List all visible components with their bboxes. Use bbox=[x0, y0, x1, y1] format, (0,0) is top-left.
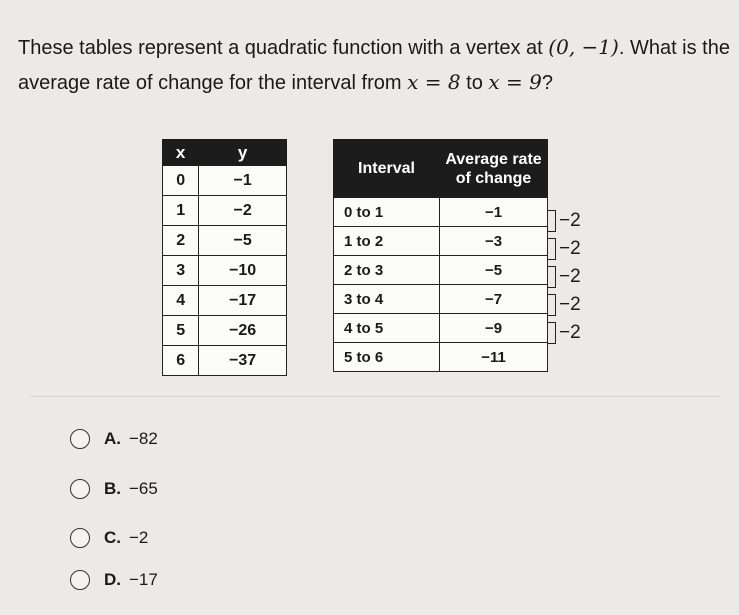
second-difference bbox=[548, 320, 581, 346]
interval-cell: 4 to 5 bbox=[334, 314, 440, 343]
x-cell: 5 bbox=[163, 316, 199, 346]
x-cell: 3 bbox=[163, 256, 199, 286]
x-cell: 4 bbox=[163, 286, 199, 316]
question-part2: . What is the average rate of change for the interval from bbox=[18, 37, 730, 94]
second-difference bbox=[548, 292, 581, 318]
rate-cell: −5 bbox=[440, 256, 548, 285]
y-cell: −1 bbox=[199, 166, 287, 196]
question-part3: to bbox=[460, 72, 489, 94]
question-part4: ? bbox=[541, 72, 553, 94]
rate-cell: −11 bbox=[440, 343, 548, 372]
choice-text: −82 bbox=[129, 429, 158, 448]
choice-a[interactable] bbox=[70, 426, 158, 452]
x-cell: 6 bbox=[163, 346, 199, 376]
choice-letter: D. bbox=[104, 570, 121, 589]
divider bbox=[30, 396, 720, 397]
x-cell: 1 bbox=[163, 196, 199, 226]
y-cell: −26 bbox=[199, 316, 287, 346]
question-part1: These tables represent a quadratic function with a vertex at bbox=[18, 37, 549, 59]
table-row bbox=[334, 314, 548, 343]
difference-value: −2 bbox=[559, 266, 581, 287]
difference-value: −2 bbox=[559, 294, 581, 315]
table-row bbox=[163, 256, 287, 286]
x-start: x = 8 bbox=[407, 70, 461, 94]
x-end: x = 9 bbox=[488, 70, 542, 94]
difference-value: −2 bbox=[559, 322, 581, 343]
difference-value: −2 bbox=[559, 238, 581, 259]
y-cell: −2 bbox=[199, 196, 287, 226]
choice-text: −2 bbox=[129, 528, 149, 547]
y-cell: −5 bbox=[199, 226, 287, 256]
interval-cell: 3 to 4 bbox=[334, 285, 440, 314]
table-row bbox=[334, 227, 548, 256]
rate-header-interval: Interval bbox=[334, 140, 440, 198]
x-cell: 2 bbox=[163, 226, 199, 256]
radio-button-icon[interactable] bbox=[70, 570, 90, 590]
radio-button-icon[interactable] bbox=[70, 479, 90, 499]
bracket-icon bbox=[548, 322, 556, 344]
rate-header-average: Average rate of change bbox=[440, 140, 548, 198]
interval-cell: 1 to 2 bbox=[334, 227, 440, 256]
rate-cell: −3 bbox=[440, 227, 548, 256]
table-row bbox=[334, 256, 548, 285]
interval-cell: 2 to 3 bbox=[334, 256, 440, 285]
choice-letter: A. bbox=[104, 429, 121, 448]
interval-cell: 5 to 6 bbox=[334, 343, 440, 372]
rate-cell: −7 bbox=[440, 285, 548, 314]
rate-cell: −9 bbox=[440, 314, 548, 343]
vertex-value: (0, −1) bbox=[548, 35, 619, 59]
question-text bbox=[18, 30, 733, 100]
difference-value: −2 bbox=[559, 210, 581, 231]
radio-button-icon[interactable] bbox=[70, 528, 90, 548]
table-row bbox=[334, 343, 548, 372]
radio-button-icon[interactable] bbox=[70, 429, 90, 449]
second-difference bbox=[548, 208, 581, 234]
y-cell: −37 bbox=[199, 346, 287, 376]
table-row bbox=[163, 316, 287, 346]
xy-header-x: x bbox=[163, 140, 199, 166]
y-cell: −17 bbox=[199, 286, 287, 316]
choice-letter: B. bbox=[104, 479, 121, 498]
choice-letter: C. bbox=[104, 528, 121, 547]
table-row bbox=[163, 346, 287, 376]
xy-header-y: y bbox=[199, 140, 287, 166]
choice-d[interactable] bbox=[70, 567, 158, 593]
table-row bbox=[334, 285, 548, 314]
table-row bbox=[334, 198, 548, 227]
x-cell: 0 bbox=[163, 166, 199, 196]
bracket-icon bbox=[548, 266, 556, 288]
table-row bbox=[163, 196, 287, 226]
choice-text: −65 bbox=[129, 479, 158, 498]
bracket-icon bbox=[548, 294, 556, 316]
table-row bbox=[163, 286, 287, 316]
choice-text: −17 bbox=[129, 570, 158, 589]
choice-b[interactable] bbox=[70, 476, 158, 502]
xy-table bbox=[162, 139, 287, 376]
bracket-icon bbox=[548, 210, 556, 232]
second-difference bbox=[548, 236, 581, 262]
interval-cell: 0 to 1 bbox=[334, 198, 440, 227]
rate-cell: −1 bbox=[440, 198, 548, 227]
rate-table bbox=[333, 139, 548, 372]
second-difference bbox=[548, 264, 581, 290]
choice-c[interactable] bbox=[70, 525, 148, 551]
table-row bbox=[163, 166, 287, 196]
bracket-icon bbox=[548, 238, 556, 260]
table-row bbox=[163, 226, 287, 256]
y-cell: −10 bbox=[199, 256, 287, 286]
